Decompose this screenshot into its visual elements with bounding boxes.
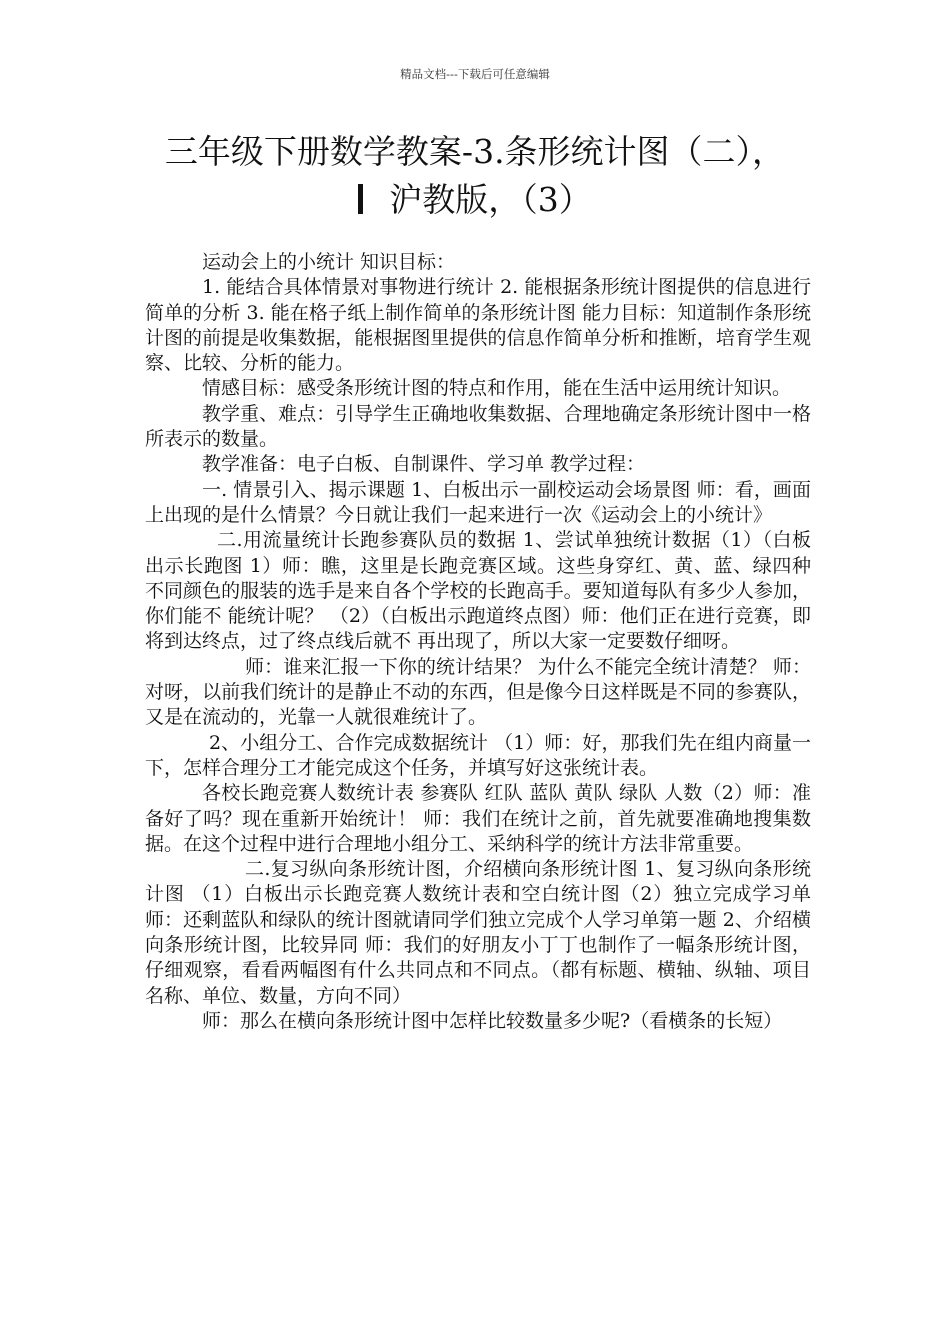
document-title [120,128,830,224]
paragraph: 2、小组分工、合作完成数据统计 （1）师：好，那我们先在组内商量一下，怎样合理分工才能完成这个任务，并填写好这张统计表。 [145,731,811,779]
paragraph: 情感目标：感受条形统计图的特点和作用，能在生活中运用统计知识。 [202,377,792,400]
paragraph: 一. 情景引入、揭示课题 1、白板出示一副校运动会场景图 师：看，画面上出现的是什么情景？今日就让我们一起来进行一次《运动会上的小统计》 [145,478,811,526]
paragraph: 教学重、难点：引导学生正确地收集数据、合理地确定条形统计图中一格所表示的数量。 [145,402,811,451]
paragraph: 二.复习纵向条形统计图，介绍横向条形统计图 1、复习纵向条形统计图 （1）白板出示长跑竞赛人数统计表和空白统计图（2）独立完成学习单 师：还剩蓝队和绿队的统计图就请同学们独立完成个人学习单第一题 2、介绍横向条形统计图，比较异同 师：我们的好朋友小丁丁也制作了一幅条形统计图，仔细观察，看看两幅图有什么共同点和不同点。（都有标题、横轴、纵轴、项目名称、单位、数量，方向不同） [145,858,811,1007]
paragraph: 二.用流量统计长跑参赛队员的数据 1、尝试单独统计数据（1）（白板出示长跑图 1）师：瞧，这里是长跑竞赛区域。这些身穿红、黄、蓝、绿四种 不同颜色的服装的选手是来自各个学校的长跑高手。要知道每队有多少人参加，你们能不 能统计呢？ （2）（白板出示跑道终点图）师：他们正在进行竞赛，即将到达终点，过了终点线后就不 再出现了，所以大家一定要数仔细呀。 [145,529,811,653]
page-header: 精品文档---下载后可任意编辑 [400,67,550,81]
title-line-1: 三年级下册数学教案-3.条形统计图（二）， [164,132,786,171]
document-body [145,250,811,1034]
paragraph: 各校长跑竞赛人数统计表 参赛队 红队 蓝队 黄队 绿队 人数（2）师：准备好了吗？现在重新开始统计！ 师：我们在统计之前，首先就要准确地搜集数据。在这个过程中进行合理地小组分工、采纳科学的统计方法非常重要。 [145,782,811,855]
paragraph: 运动会上的小统计 知识目标： [202,251,456,273]
paragraph: 师：那么在横向条形统计图中怎样比较数量多少呢?（看横条的长短） [202,1009,783,1032]
paragraph: 师：谁来汇报一下你的统计结果？ 为什么不能完全统计清楚？ 师：对呀，以前我们统计的是静止不动的东西，但是像今日这样既是不同的参赛队，又是在流动的，光靠一人就很难统计了。 [145,655,811,729]
paragraph: 1. 能结合具体情景对事物进行统计 2. 能根据条形统计图提供的信息进行简单的分析 3. 能在格子纸上制作简单的条形统计图 能力目标：知道制作条形统计图的前提是收集数据，能根据图里提供的信息作简单分析和推断，培育学生观察、比较、分析的能力。 [145,276,811,375]
title-line-2: 沪教版，（3） [389,180,592,219]
paragraph: 教学准备：电子白板、自制课件、学习单 教学过程： [202,453,646,476]
text-cursor-bar [358,184,363,214]
